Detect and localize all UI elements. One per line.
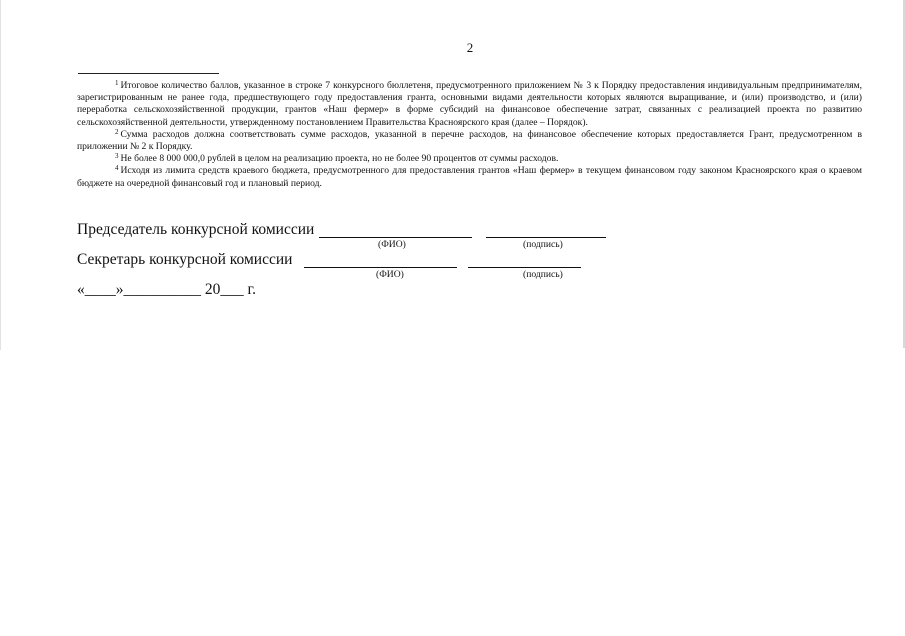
chairman-fio-line	[319, 237, 472, 238]
footnote-1	[77, 80, 862, 129]
footnote-mark: 1	[115, 79, 119, 87]
footnote-mark: 3	[115, 152, 119, 161]
secretary-label: Секретарь конкурсной комиссии	[77, 251, 293, 268]
secretary-sign-caption: (подпись)	[523, 269, 563, 280]
date-line: «____»__________ 20___ г.	[77, 281, 256, 298]
footnote-text: Итоговое количество баллов, указанное в строке 7 конкурсного бюллетеня, предусмотренного приложением № 3 к Порядку предоставления индивидуальным предпринимателям, зарегистрированным не ранее года, предшествующего году предоставления гранта, основными видами деятельности которых являются выращивание, и (или) производство, и (или) переработка сельскохозяйственной продукции, грантов «Наш фермер» в форме субсидий на финансовое обеспечение затрат, связанных с реализацией проекта по развитию сельскохозяйственной деятельности, утвержденному постановлением Правительства Красноярского края (далее – Порядок).	[77, 80, 862, 128]
footnote-text: Исходя из лимита средств краевого бюджета, предусмотренного для предоставления грантов «Наш фермер» в текущем финансовом году законом Красноярского края о краевом бюджете на очередной финансовый год и плановый период.	[77, 165, 862, 189]
footnote-2	[77, 129, 862, 153]
secretary-sign-line	[468, 267, 581, 268]
chairman-sign-line	[486, 237, 606, 238]
secretary-fio-caption: (ФИО)	[376, 269, 404, 280]
secretary-fio-line	[304, 267, 457, 268]
footnote-separator	[78, 73, 219, 74]
footnote-4	[77, 165, 862, 189]
footnotes	[77, 80, 862, 190]
chairman-sign-caption: (подпись)	[523, 239, 563, 250]
page-number: 2	[466, 40, 474, 55]
footnote-mark: 2	[115, 127, 119, 136]
footnote-3	[77, 153, 862, 165]
chairman-fio-caption: (ФИО)	[378, 239, 406, 250]
footnote-text: Не более 8 000 000,0 рублей в целом на реализацию проекта, но не более 90 процентов от суммы расходов.	[120, 153, 559, 165]
chairman-label: Председатель конкурсной комиссии	[77, 221, 315, 238]
footnote-mark: 4	[115, 164, 119, 173]
footnote-text: Сумма расходов должна соответствовать сумме расходов, указанной в перечне расходов, на финансовое обеспечение которых предоставляется Грант, предусмотренном в приложении № 2 к Порядку.	[77, 128, 862, 153]
